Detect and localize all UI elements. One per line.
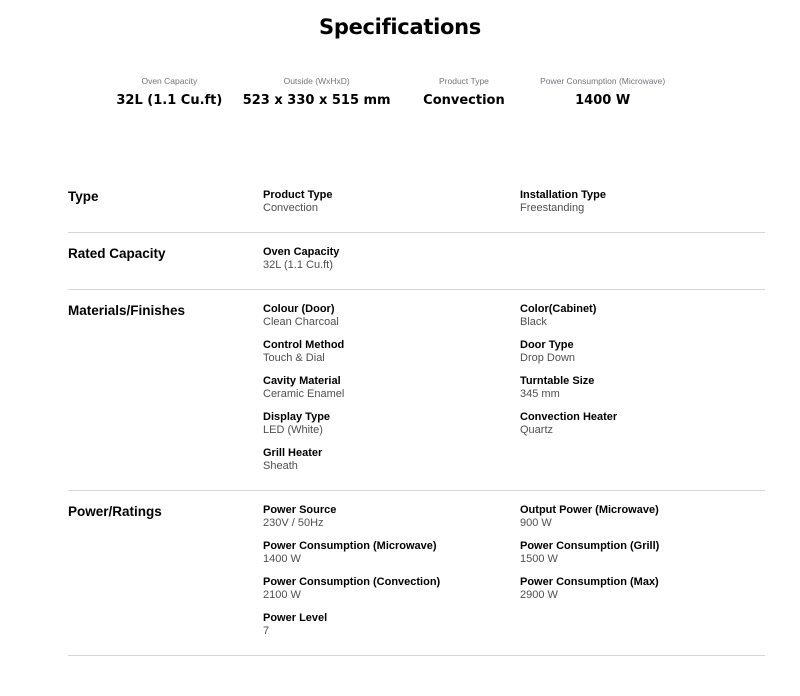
- section-title-type: Type: [68, 189, 99, 204]
- summary-label: Power Consumption (Microwave): [540, 76, 666, 86]
- page-title: Specifications: [319, 15, 481, 39]
- spec-label: Control Method: [263, 339, 345, 351]
- spec-value: Touch & Dial: [263, 352, 325, 364]
- spec-label: Power Consumption (Microwave): [263, 540, 437, 552]
- spec-value: 345 mm: [520, 388, 560, 400]
- summary-item-power-consumption-microwave: [533, 76, 672, 109]
- spec-item-control-method: [263, 339, 520, 365]
- section-power-ratings: [68, 491, 765, 656]
- spec-value: LED (White): [263, 424, 323, 436]
- summary-item-product-type: [395, 76, 534, 109]
- spec-label: Output Power (Microwave): [520, 504, 659, 516]
- spec-item-display-type: [263, 411, 520, 437]
- spec-item-cavity-material: [263, 375, 520, 401]
- spec-item-door-type: [520, 339, 765, 365]
- section-type: [68, 189, 765, 233]
- summary-label: Outside (WxHxD): [283, 76, 350, 86]
- summary-label: Product Type: [438, 76, 489, 86]
- spec-label: Cavity Material: [263, 375, 341, 387]
- spec-value: Convection: [263, 202, 319, 214]
- spec-item-turntable-size: [520, 375, 765, 401]
- spec-item-installation-type: [520, 189, 765, 215]
- spec-value: 7: [263, 625, 270, 637]
- spec-label: Convection Heater: [520, 411, 618, 423]
- spec-value: Ceramic Enamel: [263, 388, 345, 400]
- summary-item-outside-dimensions: [239, 76, 395, 109]
- summary-value: Convection: [423, 93, 505, 108]
- spec-value: Quartz: [520, 424, 554, 436]
- spec-value: Black: [520, 316, 547, 328]
- spec-item-power-consumption-max: [520, 576, 765, 602]
- spec-item-power-consumption-convection: [263, 576, 520, 602]
- spec-value: 32L (1.1 Cu.ft): [263, 259, 333, 271]
- spec-value: 1500 W: [520, 553, 558, 565]
- summary-item-oven-capacity: [100, 76, 239, 109]
- spec-value: Clean Charcoal: [263, 316, 339, 328]
- section-title-rated-capacity: Rated Capacity: [68, 246, 166, 261]
- spec-value: 2900 W: [520, 589, 558, 601]
- spec-item-power-level: [263, 612, 520, 638]
- spec-item-color-cabinet: [520, 303, 765, 329]
- spec-item-colour-door: [263, 303, 520, 329]
- spec-label: Grill Heater: [263, 447, 323, 459]
- spec-item-power-consumption-microwave: [263, 540, 520, 566]
- spec-value: Freestanding: [520, 202, 585, 214]
- summary-value: 1400 W: [575, 93, 631, 108]
- spec-value: 2100 W: [263, 589, 301, 601]
- spec-item-convection-heater: [520, 411, 765, 437]
- key-specs-summary-row: [100, 76, 672, 109]
- spec-item-output-power-microwave: [520, 504, 765, 530]
- spec-label: Color(Cabinet): [520, 303, 597, 315]
- spec-value: 1400 W: [263, 553, 301, 565]
- spec-label: Turntable Size: [520, 375, 595, 387]
- spec-label: Door Type: [520, 339, 574, 351]
- summary-value: 32L (1.1 Cu.ft): [116, 93, 223, 108]
- summary-label: Oven Capacity: [141, 76, 198, 86]
- spec-label: Installation Type: [520, 189, 606, 201]
- spec-label: Display Type: [263, 411, 331, 423]
- spec-label: Power Consumption (Max): [520, 576, 659, 588]
- spec-label: Product Type: [263, 189, 333, 201]
- spec-item-product-type: [263, 189, 520, 215]
- spec-item-oven-capacity: [263, 246, 520, 272]
- section-rated-capacity: [68, 233, 765, 290]
- spec-label: Oven Capacity: [263, 246, 340, 258]
- spec-item-power-consumption-grill: [520, 540, 765, 566]
- spec-label: Power Level: [263, 612, 328, 624]
- spec-label: Power Consumption (Grill): [520, 540, 660, 552]
- spec-item-power-source: [263, 504, 520, 530]
- spec-label: Power Consumption (Convection): [263, 576, 441, 588]
- spec-value: 900 W: [520, 517, 552, 529]
- spec-value: 230V / 50Hz: [263, 517, 324, 529]
- summary-value: 523 x 330 x 515 mm: [242, 93, 391, 108]
- section-title-power-ratings: Power/Ratings: [68, 504, 162, 519]
- spec-value: Sheath: [263, 460, 298, 472]
- spec-value: Drop Down: [520, 352, 576, 364]
- spec-label: Colour (Door): [263, 303, 335, 315]
- section-title-materials-finishes: Materials/Finishes: [68, 303, 186, 318]
- section-materials-finishes: [68, 290, 765, 491]
- spec-label: Power Source: [263, 504, 337, 516]
- spec-table: [68, 189, 765, 656]
- spec-item-grill-heater: [263, 447, 520, 473]
